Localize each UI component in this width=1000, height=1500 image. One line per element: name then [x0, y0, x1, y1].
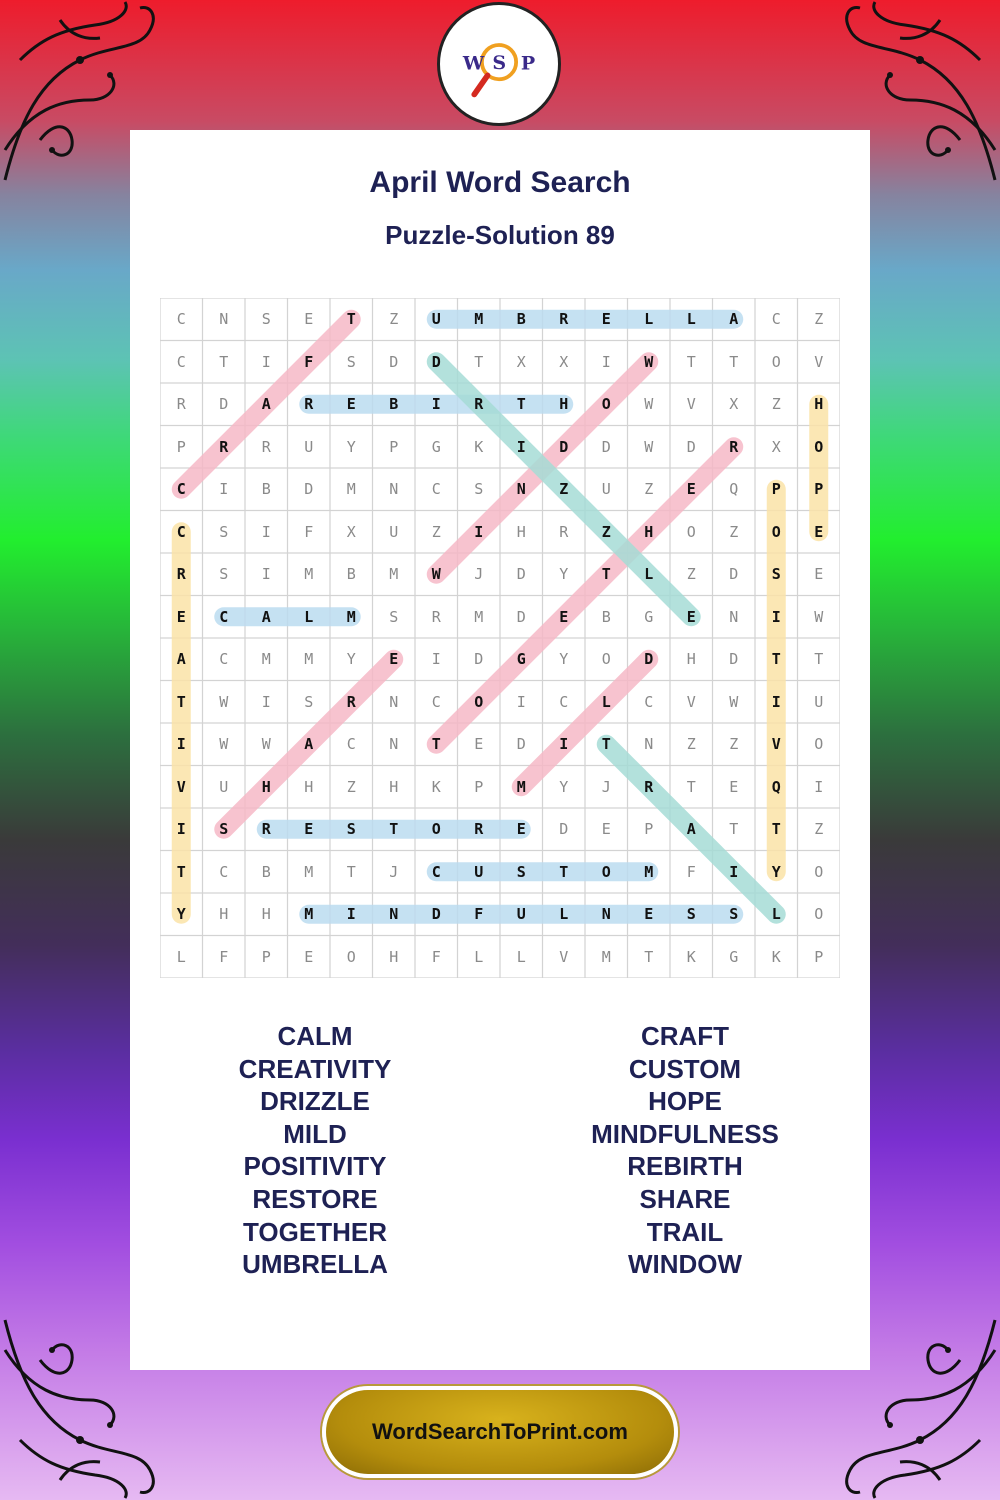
word-umbrella: UMBRELLA [242, 1249, 388, 1280]
grid-cell[interactable]: H [644, 522, 654, 541]
grid-cell[interactable]: B [516, 310, 526, 329]
grid-cell[interactable]: W [644, 437, 654, 456]
word-list-right [500, 1020, 870, 1281]
grid-cell[interactable]: D [559, 437, 569, 456]
grid-cell[interactable]: I [176, 735, 186, 754]
grid-cell[interactable]: M [304, 565, 314, 584]
word-craft: CRAFT [640, 1021, 730, 1051]
word-calm: CALM [277, 1021, 353, 1051]
grid-cell[interactable]: U [601, 480, 611, 499]
word-custom: CUSTOM [628, 1053, 742, 1084]
grid-cell[interactable]: Z [729, 522, 739, 541]
grid-cell[interactable]: Z [431, 522, 441, 541]
site-link-label: WordSearchToPrint.com [372, 1419, 628, 1444]
grid-cell[interactable]: I [559, 735, 569, 754]
grid-cell[interactable]: Z [771, 395, 781, 414]
grid-cell[interactable]: C [431, 862, 441, 881]
word-together: TOGETHER [243, 1216, 387, 1247]
grid-cell[interactable]: O [601, 395, 611, 414]
grid-cell[interactable]: E [176, 607, 186, 626]
grid-cell[interactable]: L [644, 565, 654, 584]
grid-cell[interactable]: X [559, 352, 569, 371]
grid-cell[interactable]: G [644, 607, 654, 626]
grid-cell[interactable]: T [219, 352, 229, 371]
grid-cell[interactable]: O [814, 437, 824, 456]
grid-cell[interactable]: P [261, 947, 271, 966]
grid-cell[interactable]: T [644, 947, 654, 966]
grid-cell[interactable]: J [389, 862, 399, 881]
grid-cell[interactable]: R [261, 820, 271, 839]
grid-cell[interactable]: R [559, 310, 569, 329]
logo-letter-s: S [492, 51, 507, 74]
grid-cell[interactable]: I [601, 352, 611, 371]
grid-cell[interactable]: N [389, 692, 399, 711]
word-positivity: POSITIVITY [243, 1151, 387, 1182]
grid-cell[interactable]: N [601, 905, 611, 924]
grid-cell[interactable]: T [389, 820, 399, 839]
grid-cell[interactable]: P [814, 480, 824, 499]
grid-cell[interactable]: D [559, 820, 569, 839]
grid-cell[interactable]: V [559, 947, 569, 966]
grid-cell[interactable]: T [771, 820, 781, 839]
grid-cell[interactable]: L [176, 947, 186, 966]
grid-cell[interactable]: X [771, 437, 781, 456]
grid-cell[interactable]: D [516, 607, 526, 626]
word-hope: HOPE [648, 1086, 722, 1117]
grid-cell[interactable]: I [261, 352, 271, 371]
grid-cell[interactable]: O [814, 905, 824, 924]
grid-cell[interactable]: C [771, 310, 781, 329]
grid-cell[interactable]: T [729, 820, 739, 839]
grid-cell[interactable]: U [474, 862, 484, 881]
grid-cell[interactable]: T [729, 352, 739, 371]
grid-cell[interactable]: E [686, 607, 696, 626]
grid-cell[interactable]: T [814, 650, 824, 669]
grid-cell[interactable]: L [474, 947, 484, 966]
grid-cell[interactable]: E [814, 522, 824, 541]
grid-cell[interactable]: S [219, 565, 229, 584]
grid-cell[interactable]: R [431, 607, 441, 626]
grid-cell[interactable]: D [474, 650, 484, 669]
grid-cell[interactable]: H [389, 777, 399, 796]
grid-cell[interactable]: K [771, 947, 781, 966]
grid-cell[interactable]: B [261, 862, 271, 881]
grid-cell[interactable]: V [686, 395, 696, 414]
word-restore: RESTORE [252, 1183, 378, 1214]
grid-cell[interactable]: Z [814, 820, 824, 839]
grid-cell[interactable]: D [219, 395, 229, 414]
grid-cell[interactable]: S [686, 905, 696, 924]
grid-cell[interactable]: H [389, 947, 399, 966]
grid-cell[interactable]: I [729, 862, 739, 881]
grid-cell[interactable]: D [431, 352, 441, 371]
grid-cell[interactable]: C [219, 650, 229, 669]
grid-cell[interactable]: R [304, 395, 314, 414]
grid-cell[interactable]: O [686, 522, 696, 541]
grid-cell[interactable]: C [176, 522, 186, 541]
grid-cell[interactable]: Z [559, 480, 569, 499]
grid-cell[interactable]: L [516, 947, 526, 966]
grid-cell[interactable]: N [729, 607, 739, 626]
grid-cell[interactable]: C [559, 692, 569, 711]
word-mindfulness: MINDFULNESS [591, 1118, 779, 1149]
grid-cell[interactable]: Z [729, 735, 739, 754]
grid-cell[interactable]: P [474, 777, 484, 796]
grid-cell[interactable]: W [431, 565, 441, 584]
grid-cell[interactable]: Z [686, 565, 696, 584]
grid-cell[interactable]: Y [346, 650, 356, 669]
grid-cell[interactable]: J [474, 565, 484, 584]
grid-cell[interactable]: Y [771, 862, 781, 881]
grid-cell[interactable]: S [346, 352, 356, 371]
grid-cell[interactable]: D [686, 437, 696, 456]
grid-cell[interactable]: A [261, 395, 271, 414]
word-grid [160, 298, 840, 978]
grid-cell[interactable]: U [389, 522, 399, 541]
grid-cell[interactable]: O [814, 735, 824, 754]
grid-cell[interactable]: Q [771, 777, 781, 796]
grid-cell[interactable]: A [686, 820, 696, 839]
grid-cell[interactable]: I [219, 480, 229, 499]
grid-cell[interactable]: I [261, 692, 271, 711]
grid-cell[interactable]: X [516, 352, 526, 371]
grid-cell[interactable]: W [261, 735, 271, 754]
grid-cell[interactable]: Z [601, 522, 611, 541]
grid-cell[interactable]: I [431, 650, 441, 669]
grid-cell[interactable]: E [814, 565, 824, 584]
grid-cell[interactable]: Z [389, 310, 399, 329]
grid-cell[interactable]: R [474, 395, 484, 414]
grid-cell[interactable]: E [516, 820, 526, 839]
grid-cell[interactable]: D [729, 650, 739, 669]
grid-cell[interactable]: F [686, 862, 696, 881]
logo-letter-p: P [520, 52, 536, 75]
grid-cell[interactable]: H [219, 905, 229, 924]
grid-cell[interactable]: P [814, 947, 824, 966]
grid-cell[interactable]: P [176, 437, 186, 456]
grid-cell[interactable]: Z [644, 480, 654, 499]
grid-cell[interactable]: K [474, 437, 484, 456]
grid-cell[interactable]: R [261, 437, 271, 456]
grid-cell[interactable]: L [559, 905, 569, 924]
grid-cell[interactable]: Z [346, 777, 356, 796]
grid-cell[interactable]: S [346, 820, 356, 839]
grid-cell[interactable]: V [771, 735, 781, 754]
grid-cell[interactable]: S [219, 820, 229, 839]
grid-cell[interactable]: A [729, 310, 739, 329]
grid-cell[interactable]: S [729, 905, 739, 924]
grid-cell[interactable]: F [219, 947, 229, 966]
grid-cell[interactable]: E [601, 310, 611, 329]
grid-cell[interactable]: T [601, 565, 611, 584]
grid-cell[interactable]: P [389, 437, 399, 456]
grid-cell[interactable]: M [346, 480, 356, 499]
grid-cell[interactable]: C [219, 862, 229, 881]
page-title: April Word Search [369, 166, 631, 199]
grid-cell[interactable]: M [474, 310, 484, 329]
word-share: SHARE [639, 1183, 731, 1214]
grid-cell[interactable]: T [431, 735, 441, 754]
grid-cell[interactable]: D [601, 437, 611, 456]
grid-cell[interactable]: N [389, 480, 399, 499]
grid-cell[interactable]: F [431, 947, 441, 966]
grid-cell[interactable]: R [176, 565, 186, 584]
word-list [130, 1020, 870, 1281]
grid-cell[interactable]: I [814, 777, 824, 796]
grid-cell[interactable]: P [771, 480, 781, 499]
grid-cell[interactable]: O [431, 820, 441, 839]
grid-cell[interactable]: F [304, 522, 314, 541]
grid-cell[interactable]: D [431, 905, 441, 924]
page-subtitle: Puzzle-Solution 89 [385, 220, 615, 250]
grid-cell[interactable]: E [304, 947, 314, 966]
grid-cell[interactable]: I [431, 395, 441, 414]
grid-cell[interactable]: E [304, 820, 314, 839]
grid-cell[interactable]: E [729, 777, 739, 796]
grid-cell[interactable]: E [346, 395, 356, 414]
grid-cell[interactable]: C [176, 480, 186, 499]
grid-cell[interactable]: T [346, 310, 356, 329]
grid-cell[interactable]: S [771, 565, 781, 584]
grid-cell[interactable]: H [304, 777, 314, 796]
grid-cell[interactable]: G [729, 947, 739, 966]
word-trail: TRAIL [646, 1216, 724, 1247]
grid-cell[interactable]: M [474, 607, 484, 626]
grid-cell[interactable]: R [559, 522, 569, 541]
site-link-button[interactable] [322, 1386, 678, 1478]
puzzle-panel [130, 130, 870, 1370]
grid-cell[interactable]: I [261, 522, 271, 541]
grid-cell[interactable]: M [304, 905, 314, 924]
grid-cell[interactable]: C [219, 607, 229, 626]
grid-cell[interactable]: W [644, 352, 654, 371]
grid-cell[interactable]: A [304, 735, 314, 754]
grid-cell[interactable]: R [219, 437, 229, 456]
grid-cell[interactable]: E [644, 905, 654, 924]
grid-cell[interactable]: T [346, 862, 356, 881]
grid-cell[interactable]: M [601, 947, 611, 966]
grid-cell[interactable]: S [219, 522, 229, 541]
grid-cell[interactable]: L [644, 310, 654, 329]
grid-cell[interactable]: L [771, 905, 781, 924]
grid-cell[interactable]: W [219, 692, 229, 711]
grid-cell[interactable]: Y [559, 777, 569, 796]
grid-cell[interactable]: O [771, 352, 781, 371]
grid-cell[interactable]: Q [729, 480, 739, 499]
grid-cell[interactable]: B [601, 607, 611, 626]
grid-cell[interactable]: V [814, 352, 824, 371]
grid-cell[interactable]: H [261, 777, 271, 796]
word-creativity: CREATIVITY [238, 1053, 392, 1084]
grid-cell[interactable]: O [601, 650, 611, 669]
grid-cell[interactable]: T [686, 777, 696, 796]
grid-cell[interactable]: D [516, 565, 526, 584]
grid-cell[interactable]: S [389, 607, 399, 626]
grid-cell[interactable]: M [516, 777, 526, 796]
grid-cell[interactable]: E [601, 820, 611, 839]
grid-cell[interactable]: C [346, 735, 356, 754]
grid-cell[interactable]: A [176, 650, 186, 669]
grid-cell[interactable]: Y [176, 905, 186, 924]
grid-cell[interactable]: N [389, 905, 399, 924]
grid-cell[interactable]: H [686, 650, 696, 669]
grid-cell[interactable]: R [474, 820, 484, 839]
grid-cell[interactable]: D [304, 480, 314, 499]
grid-cell[interactable]: T [516, 395, 526, 414]
grid-cell[interactable]: I [346, 905, 356, 924]
logo-letter-w: W [462, 52, 485, 75]
grid-cell[interactable]: G [516, 650, 526, 669]
grid-cell[interactable]: U [516, 905, 526, 924]
grid-cell[interactable]: N [644, 735, 654, 754]
grid-cell[interactable]: G [431, 437, 441, 456]
grid-cell[interactable]: T [686, 352, 696, 371]
grid-cell[interactable]: U [219, 777, 229, 796]
grid-cell[interactable]: N [219, 310, 229, 329]
grid-cell[interactable]: T [474, 352, 484, 371]
grid-cell[interactable]: F [304, 352, 314, 371]
grid-cell[interactable]: I [516, 437, 526, 456]
grid-cell[interactable]: X [729, 395, 739, 414]
grid-cell[interactable]: C [176, 352, 186, 371]
grid-cell[interactable]: K [686, 947, 696, 966]
grid-cell[interactable]: E [559, 607, 569, 626]
word-list-left [130, 1020, 500, 1281]
grid-cell[interactable]: V [176, 777, 186, 796]
grid-cell[interactable]: B [346, 565, 356, 584]
grid-cell[interactable]: I [516, 692, 526, 711]
grid-cell[interactable]: I [771, 692, 781, 711]
grid-cell[interactable]: L [601, 692, 611, 711]
grid-cell[interactable]: E [474, 735, 484, 754]
grid-cell[interactable]: T [771, 650, 781, 669]
grid-cell[interactable]: M [389, 565, 399, 584]
grid-cell[interactable]: H [814, 395, 824, 414]
grid-cell[interactable]: M [304, 862, 314, 881]
grid-cell[interactable]: A [261, 607, 271, 626]
grid-cell[interactable]: C [176, 310, 186, 329]
word-mild: MILD [283, 1118, 347, 1149]
grid-cell[interactable]: U [431, 310, 441, 329]
grid-cell[interactable]: O [474, 692, 484, 711]
grid-cell[interactable]: I [474, 522, 484, 541]
grid-cell[interactable]: M [261, 650, 271, 669]
grid-cell[interactable]: I [771, 607, 781, 626]
grid-cell[interactable]: Y [559, 565, 569, 584]
grid-cell[interactable]: S [261, 310, 271, 329]
grid-cell[interactable]: O [771, 522, 781, 541]
grid-cell[interactable]: H [516, 522, 526, 541]
grid-cell[interactable]: R [346, 692, 356, 711]
grid-cell[interactable]: P [644, 820, 654, 839]
grid-cell[interactable]: Z [814, 310, 824, 329]
grid-cell[interactable]: W [814, 607, 824, 626]
grid-cell[interactable]: O [601, 862, 611, 881]
letter-grid [160, 298, 840, 978]
grid-cell[interactable]: T [176, 692, 186, 711]
grid-cell[interactable]: V [686, 692, 696, 711]
grid-cell[interactable]: S [516, 862, 526, 881]
grid-cell[interactable]: E [686, 480, 696, 499]
grid-cell[interactable]: H [559, 395, 569, 414]
word-window: WINDOW [627, 1249, 743, 1280]
grid-cell[interactable]: Z [686, 735, 696, 754]
grid-cell[interactable]: I [176, 820, 186, 839]
grid-cell[interactable]: C [431, 692, 441, 711]
magnifier-handle-icon [474, 75, 487, 94]
grid-cell[interactable]: Y [559, 650, 569, 669]
grid-cell[interactable]: K [431, 777, 441, 796]
grid-cell[interactable]: R [644, 777, 654, 796]
grid-cell[interactable]: N [516, 480, 526, 499]
grid-cell[interactable]: X [346, 522, 356, 541]
word-rebirth: REBIRTH [627, 1151, 743, 1182]
grid-cell[interactable]: D [644, 650, 654, 669]
grid-cell[interactable]: T [601, 735, 611, 754]
grid-cell[interactable]: L [304, 607, 314, 626]
wsp-logo[interactable] [437, 2, 561, 126]
grid-cell[interactable]: T [559, 862, 569, 881]
grid-cell[interactable]: D [389, 352, 399, 371]
grid-cell[interactable]: O [814, 862, 824, 881]
grid-cell[interactable]: E [304, 310, 314, 329]
grid-cell[interactable]: U [814, 692, 824, 711]
grid-cell[interactable]: W [219, 735, 229, 754]
grid-cell[interactable]: H [261, 905, 271, 924]
grid-cell[interactable]: R [729, 437, 739, 456]
grid-cell[interactable]: J [601, 777, 611, 796]
grid-cell[interactable]: B [389, 395, 399, 414]
grid-cell[interactable]: C [431, 480, 441, 499]
grid-cell[interactable]: D [729, 565, 739, 584]
word-drizzle: DRIZZLE [260, 1086, 370, 1117]
grid-cell[interactable]: W [644, 395, 654, 414]
grid-cell[interactable]: M [346, 607, 356, 626]
grid-cell[interactable]: W [729, 692, 739, 711]
grid-cell[interactable]: Y [346, 437, 356, 456]
grid-cell[interactable]: F [474, 905, 484, 924]
grid-cell[interactable]: R [176, 395, 186, 414]
grid-cell[interactable]: L [686, 310, 696, 329]
grid-cell[interactable]: M [644, 862, 654, 881]
grid-cell[interactable]: E [389, 650, 399, 669]
grid-cell[interactable]: C [644, 692, 654, 711]
grid-cell[interactable]: U [304, 437, 314, 456]
grid-cell[interactable]: N [389, 735, 399, 754]
grid-cell[interactable]: D [516, 735, 526, 754]
grid-cell[interactable]: M [304, 650, 314, 669]
grid-cell[interactable]: S [474, 480, 484, 499]
grid-cell[interactable]: T [176, 862, 186, 881]
grid-cell[interactable]: O [346, 947, 356, 966]
grid-cell[interactable]: S [304, 692, 314, 711]
grid-cell[interactable]: I [261, 565, 271, 584]
grid-cell[interactable]: B [261, 480, 271, 499]
